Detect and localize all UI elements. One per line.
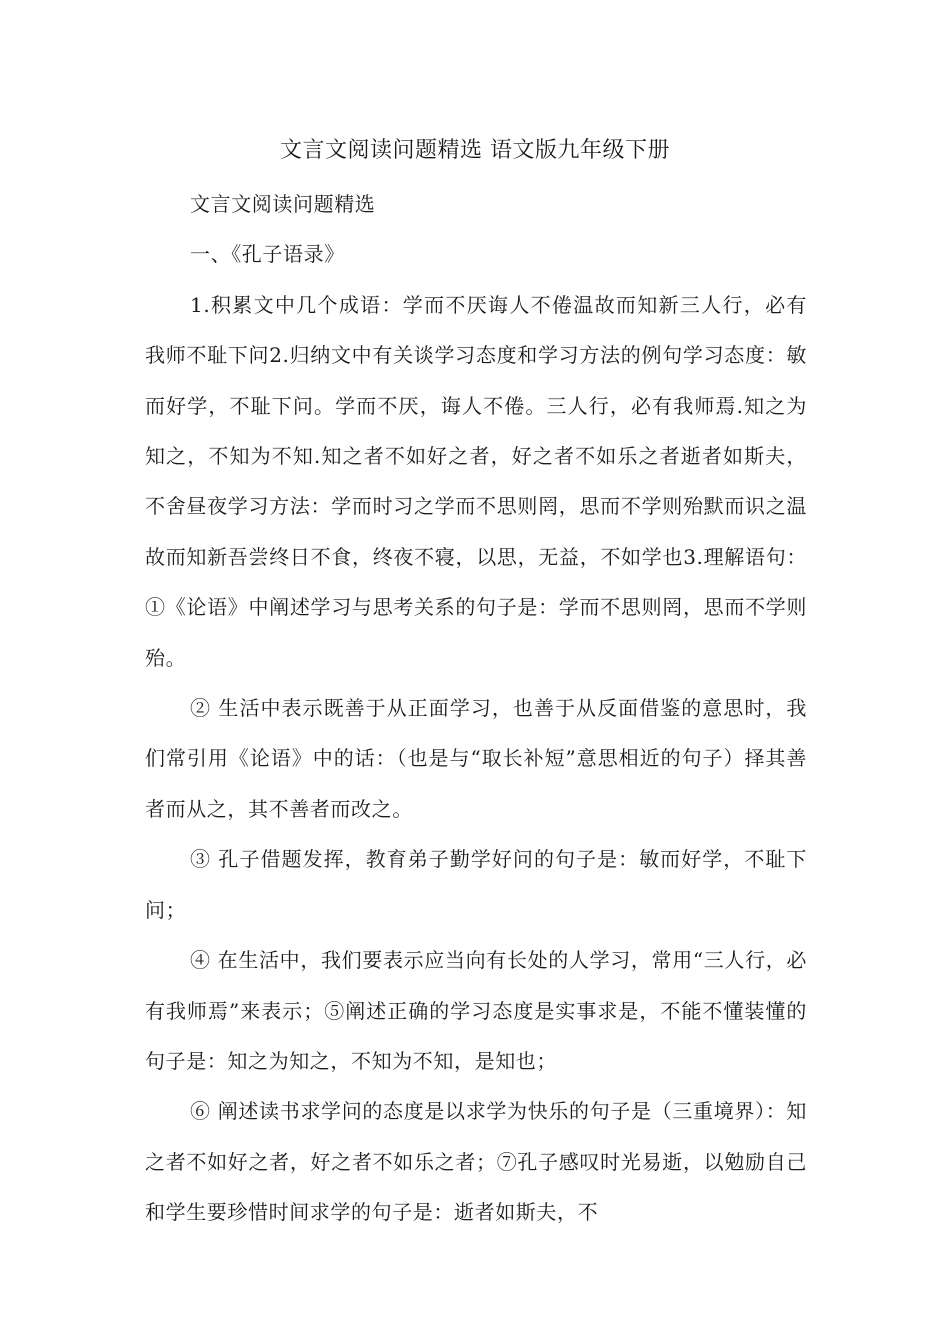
paragraph-section-heading: 一、《孔子语录》 (190, 242, 345, 267)
paragraph: ④ 在生活中，我们要表示应当向有长处的人学习，常用“三人行，必有我师焉”来表示；⑤阐述正确的学习态度是实事求是，不能不懂装懂的句子是：知之为知之，不知为不知，是知也； (145, 948, 807, 1073)
document-title: 文言文阅读问题精选 语文版九年级下册 (280, 138, 670, 163)
paragraph-subtitle: 文言文阅读问题精选 (190, 192, 376, 216)
paragraph: ② 生活中表示既善于从正面学习，也善于从反面借鉴的意思时，我们常引用《论语》中的话：（也是与“取长补短”意思相近的句子）择其善者而从之，其不善者而改之。 (145, 696, 807, 821)
document-body (145, 179, 807, 1238)
paragraph: ③ 孔子借题发挥，教育弟子勤学好问的句子是：敏而好学，不耻下问； (145, 847, 807, 922)
paragraph: ⑥ 阐述读书求学问的态度是以求学为快乐的句子是（三重境界）：知之者不如好之者，好之者不如乐之者；⑦孔子感叹时光易逝，以勉励自己和学生要珍惜时间求学的句子是：逝者如斯夫，不 (145, 1099, 807, 1225)
paragraph: 1.积累文中几个成语：学而不厌诲人不倦温故而知新三人行，必有我师不耻下问2.归纳文中有关谈学习态度和学习方法的例句学习态度：敏而好学，不耻下问。学而不厌，诲人不倦。三人行，必有我师焉.知之为知之，不知为不知.知之者不如好之者，好之者不如乐之者逝者如斯夫，不舍昼夜学习方法：学而时习之学而不思则罔，思而不学则殆默而识之温故而知新吾尝终日不食，终夜不寝，以思，无益，不如学也3.理解语句：①《论语》中阐述学习与思考关系的句子是：学而不思则罔，思而不学则殆。 (145, 292, 807, 670)
